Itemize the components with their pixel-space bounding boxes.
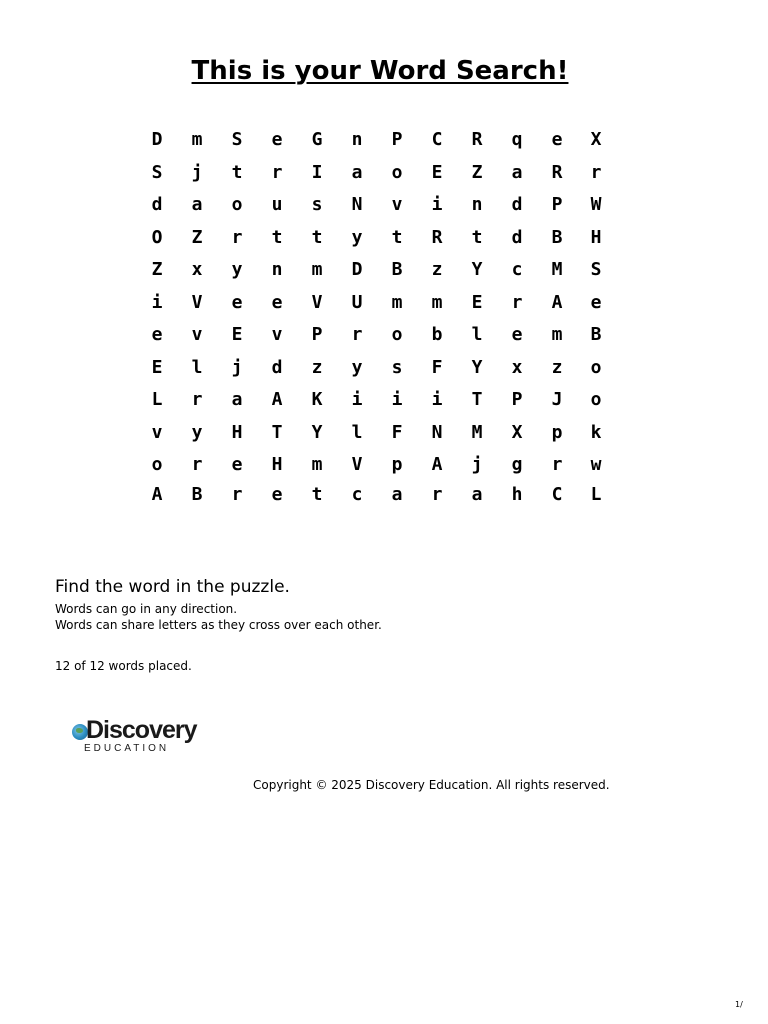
logo-wordmark: Discovery: [86, 716, 197, 744]
grid-cell: q: [511, 129, 523, 151]
grid-cell: d: [271, 356, 283, 378]
grid-cell: d: [511, 194, 523, 216]
grid-row: [137, 352, 617, 385]
grid-cell: T: [271, 421, 283, 443]
grid-cell: v: [191, 324, 203, 346]
grid-cell: i: [431, 194, 443, 216]
grid-cell: c: [351, 483, 363, 505]
grid-cell: B: [191, 483, 203, 505]
instructions-heading: Find the word in the puzzle.: [55, 577, 290, 597]
grid-cell: U: [351, 291, 363, 313]
grid-cell: p: [551, 421, 563, 443]
grid-row: [137, 254, 617, 287]
grid-cell: F: [391, 421, 403, 443]
grid-cell: C: [551, 483, 563, 505]
page-title: This is your Word Search!: [191, 56, 569, 86]
grid-cell: m: [311, 259, 323, 281]
grid-cell: a: [351, 161, 363, 183]
grid-cell: A: [551, 291, 563, 313]
grid-cell: H: [231, 421, 243, 443]
logo-subtitle: EDUCATION: [84, 743, 170, 754]
grid-cell: m: [431, 291, 443, 313]
grid-cell: L: [151, 389, 163, 411]
grid-row: [137, 482, 617, 508]
grid-cell: I: [311, 161, 323, 183]
grid-cell: M: [471, 421, 483, 443]
grid-cell: R: [431, 226, 443, 248]
grid-cell: A: [151, 483, 163, 505]
grid-cell: R: [551, 161, 563, 183]
grid-cell: o: [590, 356, 602, 378]
grid-cell: a: [511, 161, 523, 183]
grid-cell: N: [351, 194, 363, 216]
grid-cell: i: [391, 389, 403, 411]
grid-cell: i: [151, 291, 163, 313]
grid-cell: e: [271, 483, 283, 505]
grid-cell: r: [431, 483, 443, 505]
grid-cell: B: [391, 259, 403, 281]
grid-cell: x: [191, 259, 203, 281]
grid-cell: v: [391, 194, 403, 216]
grid-row: [137, 319, 617, 352]
grid-cell: G: [311, 129, 323, 151]
grid-cell: k: [590, 421, 602, 443]
grid-cell: S: [151, 161, 163, 183]
grid-cell: m: [311, 454, 323, 476]
grid-cell: t: [271, 226, 283, 248]
grid-cell: t: [231, 161, 243, 183]
grid-cell: V: [191, 291, 203, 313]
grid-cell: z: [311, 356, 323, 378]
grid-cell: t: [471, 226, 483, 248]
grid-cell: z: [431, 259, 443, 281]
grid-row: [137, 157, 617, 190]
grid-row: [137, 222, 617, 255]
grid-cell: e: [511, 324, 523, 346]
grid-cell: H: [271, 454, 283, 476]
grid-cell: m: [191, 129, 203, 151]
grid-cell: N: [431, 421, 443, 443]
grid-cell: d: [151, 194, 163, 216]
words-placed-status: 12 of 12 words placed.: [55, 659, 192, 673]
grid-cell: a: [391, 483, 403, 505]
grid-cell: o: [391, 324, 403, 346]
grid-cell: v: [271, 324, 283, 346]
grid-cell: O: [151, 226, 163, 248]
grid-cell: r: [511, 291, 523, 313]
page-number: 1/: [735, 1000, 743, 1009]
grid-cell: j: [191, 161, 203, 183]
grid-cell: W: [590, 194, 602, 216]
grid-cell: R: [471, 129, 483, 151]
grid-cell: j: [231, 356, 243, 378]
grid-cell: a: [231, 389, 243, 411]
grid-cell: e: [551, 129, 563, 151]
grid-row: [137, 124, 617, 157]
grid-cell: E: [431, 161, 443, 183]
grid-cell: H: [590, 226, 602, 248]
grid-cell: e: [151, 324, 163, 346]
grid-cell: p: [391, 454, 403, 476]
grid-cell: y: [191, 421, 203, 443]
grid-cell: l: [351, 421, 363, 443]
grid-cell: b: [431, 324, 443, 346]
grid-cell: t: [391, 226, 403, 248]
grid-cell: r: [551, 454, 563, 476]
grid-cell: X: [511, 421, 523, 443]
grid-cell: u: [271, 194, 283, 216]
grid-cell: A: [431, 454, 443, 476]
grid-cell: e: [231, 454, 243, 476]
grid-cell: V: [311, 291, 323, 313]
grid-cell: r: [191, 454, 203, 476]
grid-cell: o: [231, 194, 243, 216]
grid-cell: c: [511, 259, 523, 281]
grid-cell: y: [351, 356, 363, 378]
grid-cell: E: [151, 356, 163, 378]
grid-cell: M: [551, 259, 563, 281]
grid-cell: j: [471, 454, 483, 476]
grid-cell: x: [511, 356, 523, 378]
grid-cell: l: [191, 356, 203, 378]
grid-cell: y: [231, 259, 243, 281]
grid-cell: a: [191, 194, 203, 216]
grid-cell: X: [590, 129, 602, 151]
grid-cell: E: [471, 291, 483, 313]
grid-cell: K: [311, 389, 323, 411]
grid-cell: y: [351, 226, 363, 248]
grid-cell: i: [431, 389, 443, 411]
grid-cell: Z: [151, 259, 163, 281]
word-search-grid: [137, 124, 617, 508]
grid-row: [137, 189, 617, 222]
grid-cell: o: [590, 389, 602, 411]
grid-cell: m: [551, 324, 563, 346]
grid-cell: m: [391, 291, 403, 313]
grid-cell: V: [351, 454, 363, 476]
grid-cell: h: [511, 483, 523, 505]
grid-cell: P: [551, 194, 563, 216]
grid-cell: e: [231, 291, 243, 313]
grid-cell: E: [231, 324, 243, 346]
grid-cell: F: [431, 356, 443, 378]
grid-cell: r: [351, 324, 363, 346]
grid-cell: s: [391, 356, 403, 378]
grid-cell: n: [351, 129, 363, 151]
instruction-share-letters: Words can share letters as they cross over each other.: [55, 618, 382, 632]
grid-cell: o: [151, 454, 163, 476]
grid-cell: d: [511, 226, 523, 248]
grid-cell: w: [590, 454, 602, 476]
grid-cell: A: [271, 389, 283, 411]
grid-cell: v: [151, 421, 163, 443]
grid-cell: g: [511, 454, 523, 476]
grid-cell: r: [271, 161, 283, 183]
grid-cell: r: [590, 161, 602, 183]
grid-cell: t: [311, 226, 323, 248]
grid-row: [137, 417, 617, 450]
grid-cell: o: [391, 161, 403, 183]
grid-row: [137, 449, 617, 482]
grid-cell: Y: [471, 356, 483, 378]
grid-cell: s: [311, 194, 323, 216]
grid-cell: L: [590, 483, 602, 505]
grid-cell: n: [471, 194, 483, 216]
grid-cell: Z: [471, 161, 483, 183]
grid-cell: P: [511, 389, 523, 411]
grid-cell: J: [551, 389, 563, 411]
grid-cell: z: [551, 356, 563, 378]
grid-cell: Y: [471, 259, 483, 281]
grid-cell: r: [231, 483, 243, 505]
grid-cell: i: [351, 389, 363, 411]
grid-cell: e: [271, 291, 283, 313]
grid-cell: Y: [311, 421, 323, 443]
copyright-notice: Copyright © 2025 Discovery Education. All rights reserved.: [253, 778, 610, 792]
grid-cell: D: [351, 259, 363, 281]
grid-cell: n: [271, 259, 283, 281]
grid-cell: t: [311, 483, 323, 505]
grid-cell: e: [590, 291, 602, 313]
grid-cell: a: [471, 483, 483, 505]
grid-cell: l: [471, 324, 483, 346]
discovery-education-logo: [72, 718, 212, 758]
grid-cell: P: [311, 324, 323, 346]
grid-cell: B: [551, 226, 563, 248]
grid-cell: C: [431, 129, 443, 151]
grid-cell: D: [151, 129, 163, 151]
grid-row: [137, 287, 617, 320]
grid-cell: r: [231, 226, 243, 248]
grid-cell: T: [471, 389, 483, 411]
instruction-direction: Words can go in any direction.: [55, 602, 238, 616]
grid-cell: B: [590, 324, 602, 346]
grid-cell: S: [590, 259, 602, 281]
grid-row: [137, 384, 617, 417]
grid-cell: Z: [191, 226, 203, 248]
grid-cell: r: [191, 389, 203, 411]
grid-cell: e: [271, 129, 283, 151]
grid-cell: P: [391, 129, 403, 151]
grid-cell: S: [231, 129, 243, 151]
